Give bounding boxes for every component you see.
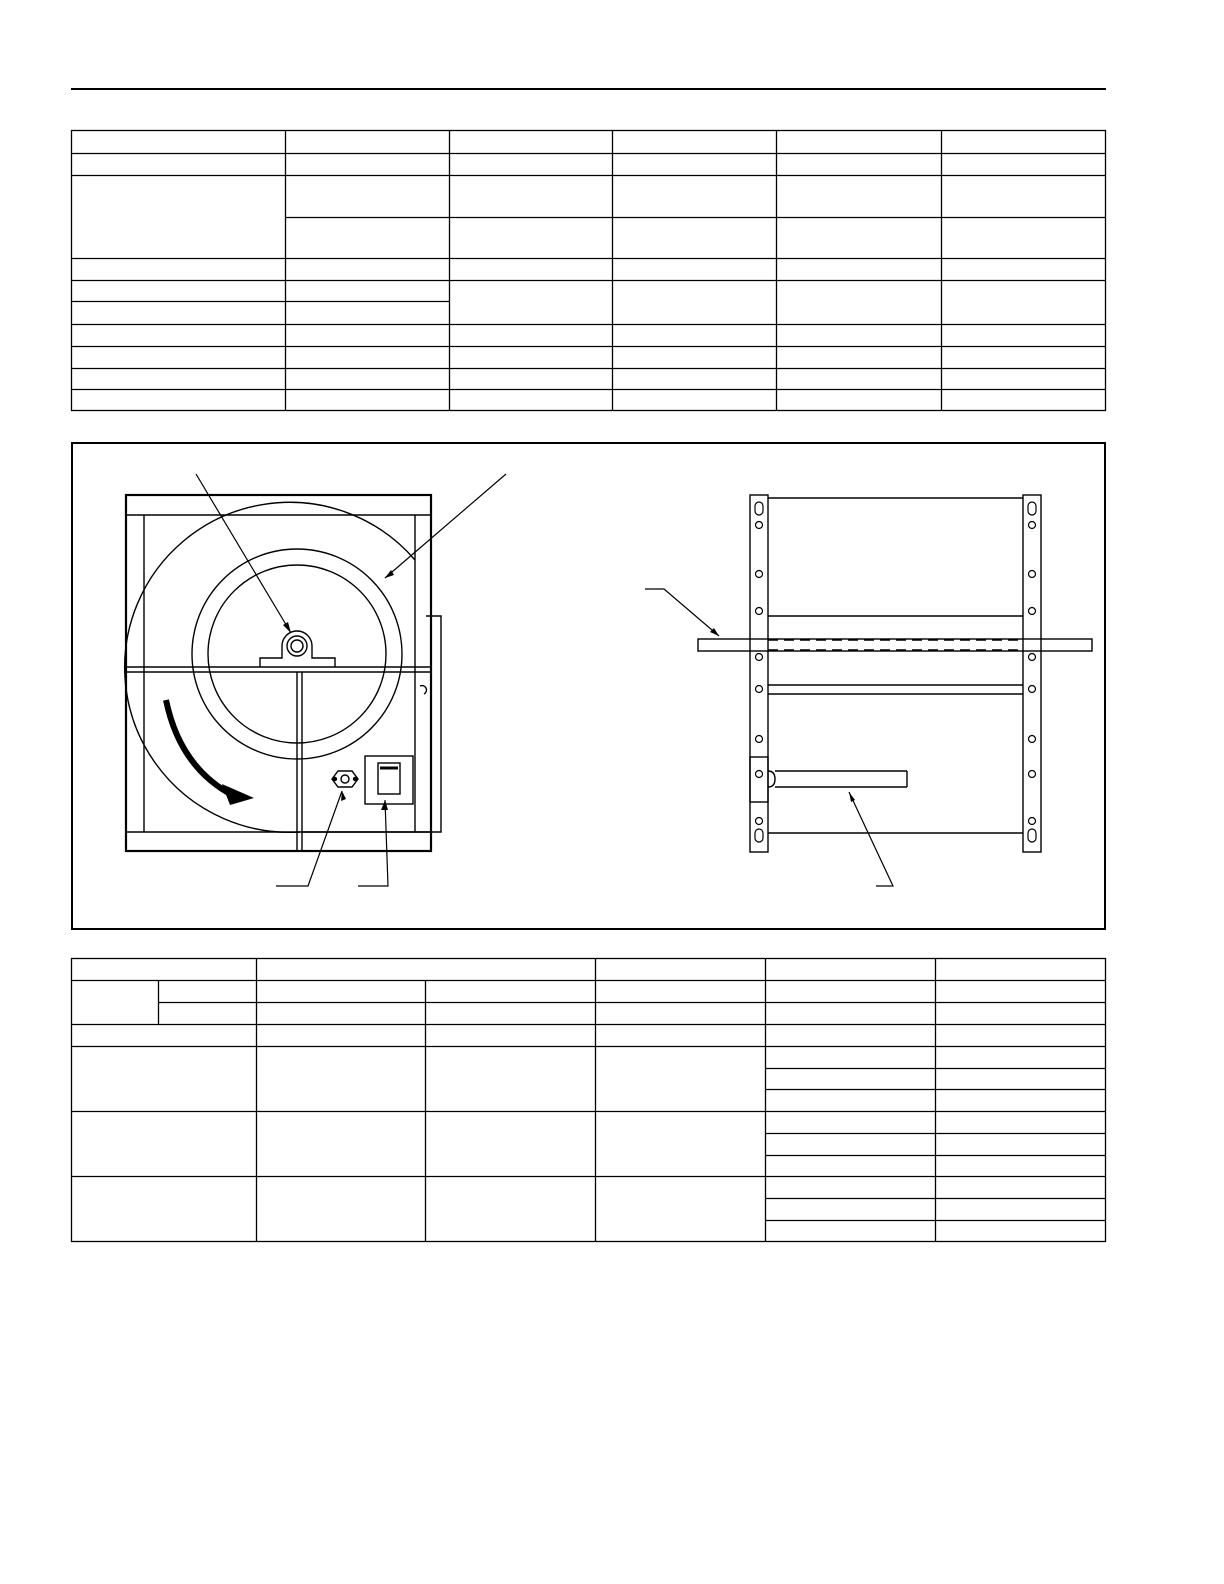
figure-frame: [71, 442, 1106, 930]
header-rule: [71, 88, 1106, 90]
